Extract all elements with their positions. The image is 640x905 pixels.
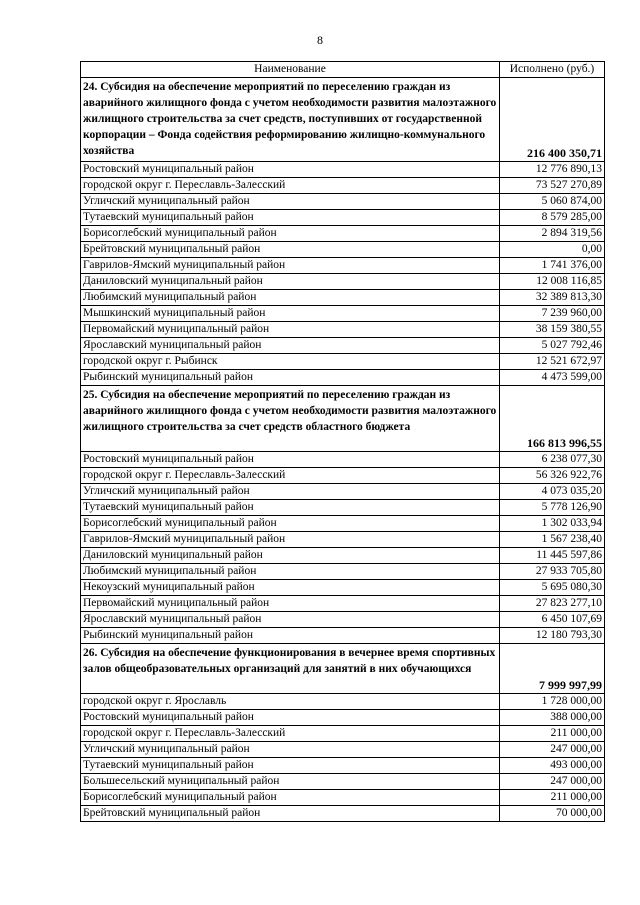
row-amount: 493 000,00 xyxy=(500,758,605,774)
row-name: Брейтовский муниципальный район xyxy=(81,806,500,822)
table-row xyxy=(81,710,605,726)
table-row xyxy=(81,596,605,612)
row-amount: 11 445 597,86 xyxy=(500,548,605,564)
table-row xyxy=(81,162,605,178)
table-row xyxy=(81,258,605,274)
row-name: Первомайский муниципальный район xyxy=(81,322,500,338)
row-name: городской округ г. Ярославль xyxy=(81,694,500,710)
row-name: Угличский муниципальный район xyxy=(81,484,500,500)
row-amount: 5 695 080,30 xyxy=(500,580,605,596)
row-amount: 2 894 319,56 xyxy=(500,226,605,242)
table-row xyxy=(81,226,605,242)
row-name: городской округ г. Переславль-Залесский xyxy=(81,178,500,194)
table-row xyxy=(81,242,605,258)
table-header-row xyxy=(81,62,605,78)
row-name: Ярославский муниципальный район xyxy=(81,338,500,354)
row-amount: 27 933 705,80 xyxy=(500,564,605,580)
section-header-row xyxy=(81,386,605,452)
table-row xyxy=(81,194,605,210)
section-header-row xyxy=(81,644,605,694)
row-amount: 12 776 890,13 xyxy=(500,162,605,178)
row-amount: 247 000,00 xyxy=(500,774,605,790)
page-number: 8 xyxy=(317,33,323,47)
row-amount: 211 000,00 xyxy=(500,726,605,742)
budget-execution-table xyxy=(80,61,605,822)
table-row xyxy=(81,484,605,500)
row-name: Ростовский муниципальный район xyxy=(81,162,500,178)
table-row xyxy=(81,516,605,532)
row-name: Даниловский муниципальный район xyxy=(81,548,500,564)
row-amount: 12 180 793,30 xyxy=(500,628,605,644)
section-total: 216 400 350,71 xyxy=(500,78,605,162)
table-row xyxy=(81,210,605,226)
row-amount: 0,00 xyxy=(500,242,605,258)
row-name: городской округ г. Переславль-Залесский xyxy=(81,726,500,742)
row-amount: 73 527 270,89 xyxy=(500,178,605,194)
table-row xyxy=(81,694,605,710)
section-title: 24. Субсидия на обеспечение мероприятий по переселению граждан из аварийного жилищного фонда с учетом необходимости развития малоэтажного жилищного строительства за счет средств, поступивших от государственной корпорации – Фонда содействия реформированию жилищно-коммунального хозяйства xyxy=(81,78,500,162)
table-row xyxy=(81,290,605,306)
section-title: 25. Субсидия на обеспечение мероприятий по переселению граждан из аварийного жилищного фонда с учетом необходимости развития малоэтажного жилищного строительства за счет средств областного бюджета xyxy=(81,386,500,452)
table-row xyxy=(81,178,605,194)
table-row xyxy=(81,758,605,774)
row-name: Мышкинский муниципальный район xyxy=(81,306,500,322)
table-row xyxy=(81,452,605,468)
row-name: Гаврилов-Ямский муниципальный район xyxy=(81,258,500,274)
row-name: Первомайский муниципальный район xyxy=(81,596,500,612)
table-row xyxy=(81,370,605,386)
row-name: Даниловский муниципальный район xyxy=(81,274,500,290)
row-amount: 5 060 874,00 xyxy=(500,194,605,210)
row-amount: 211 000,00 xyxy=(500,790,605,806)
row-amount: 1 302 033,94 xyxy=(500,516,605,532)
row-amount: 70 000,00 xyxy=(500,806,605,822)
table-row xyxy=(81,790,605,806)
row-name: городской округ г. Рыбинск xyxy=(81,354,500,370)
table-row xyxy=(81,548,605,564)
header-name-cell: Наименование xyxy=(81,62,500,78)
row-amount: 12 008 116,85 xyxy=(500,274,605,290)
row-amount: 27 823 277,10 xyxy=(500,596,605,612)
row-name: Борисоглебский муниципальный район xyxy=(81,790,500,806)
row-amount: 6 450 107,69 xyxy=(500,612,605,628)
row-name: Борисоглебский муниципальный район xyxy=(81,516,500,532)
row-name: Угличский муниципальный район xyxy=(81,194,500,210)
table-row xyxy=(81,726,605,742)
table-row xyxy=(81,500,605,516)
table-row xyxy=(81,354,605,370)
row-amount: 5 778 126,90 xyxy=(500,500,605,516)
row-amount: 388 000,00 xyxy=(500,710,605,726)
section-title: 26. Субсидия на обеспечение функционирования в вечернее время спортивных залов общеобразовательных организаций для занятий в них обучающихся xyxy=(81,644,500,694)
row-amount: 247 000,00 xyxy=(500,742,605,758)
row-amount: 1 728 000,00 xyxy=(500,694,605,710)
table-row xyxy=(81,532,605,548)
row-name: Борисоглебский муниципальный район xyxy=(81,226,500,242)
row-name: Любимский муниципальный район xyxy=(81,564,500,580)
table-row xyxy=(81,580,605,596)
table-row xyxy=(81,564,605,580)
table-row xyxy=(81,774,605,790)
row-amount: 1 567 238,40 xyxy=(500,532,605,548)
row-amount: 56 326 922,76 xyxy=(500,468,605,484)
table-row xyxy=(81,806,605,822)
row-name: городской округ г. Переславль-Залесский xyxy=(81,468,500,484)
row-name: Рыбинский муниципальный район xyxy=(81,370,500,386)
row-amount: 32 389 813,30 xyxy=(500,290,605,306)
row-name: Угличский муниципальный район xyxy=(81,742,500,758)
table-row xyxy=(81,322,605,338)
row-name: Тутаевский муниципальный район xyxy=(81,758,500,774)
row-name: Некоузский муниципальный район xyxy=(81,580,500,596)
table-row xyxy=(81,468,605,484)
row-amount: 7 239 960,00 xyxy=(500,306,605,322)
row-name: Ярославский муниципальный район xyxy=(81,612,500,628)
section-header-row xyxy=(81,78,605,162)
table-row xyxy=(81,628,605,644)
section-total: 166 813 996,55 xyxy=(500,386,605,452)
row-amount: 6 238 077,30 xyxy=(500,452,605,468)
row-amount: 8 579 285,00 xyxy=(500,210,605,226)
row-name: Ростовский муниципальный район xyxy=(81,452,500,468)
row-amount: 4 473 599,00 xyxy=(500,370,605,386)
table-row xyxy=(81,274,605,290)
row-name: Тутаевский муниципальный район xyxy=(81,210,500,226)
row-amount: 12 521 672,97 xyxy=(500,354,605,370)
table-row xyxy=(81,742,605,758)
row-amount: 1 741 376,00 xyxy=(500,258,605,274)
section-total: 7 999 997,99 xyxy=(500,644,605,694)
table-row xyxy=(81,338,605,354)
row-amount: 4 073 035,20 xyxy=(500,484,605,500)
row-name: Любимский муниципальный район xyxy=(81,290,500,306)
row-name: Рыбинский муниципальный район xyxy=(81,628,500,644)
row-amount: 38 159 380,55 xyxy=(500,322,605,338)
row-amount: 5 027 792,46 xyxy=(500,338,605,354)
row-name: Гаврилов-Ямский муниципальный район xyxy=(81,532,500,548)
row-name: Брейтовский муниципальный район xyxy=(81,242,500,258)
row-name: Ростовский муниципальный район xyxy=(81,710,500,726)
table-row xyxy=(81,306,605,322)
row-name: Большесельский муниципальный район xyxy=(81,774,500,790)
row-name: Тутаевский муниципальный район xyxy=(81,500,500,516)
header-amount-cell: Исполнено (руб.) xyxy=(500,62,605,78)
table-row xyxy=(81,612,605,628)
